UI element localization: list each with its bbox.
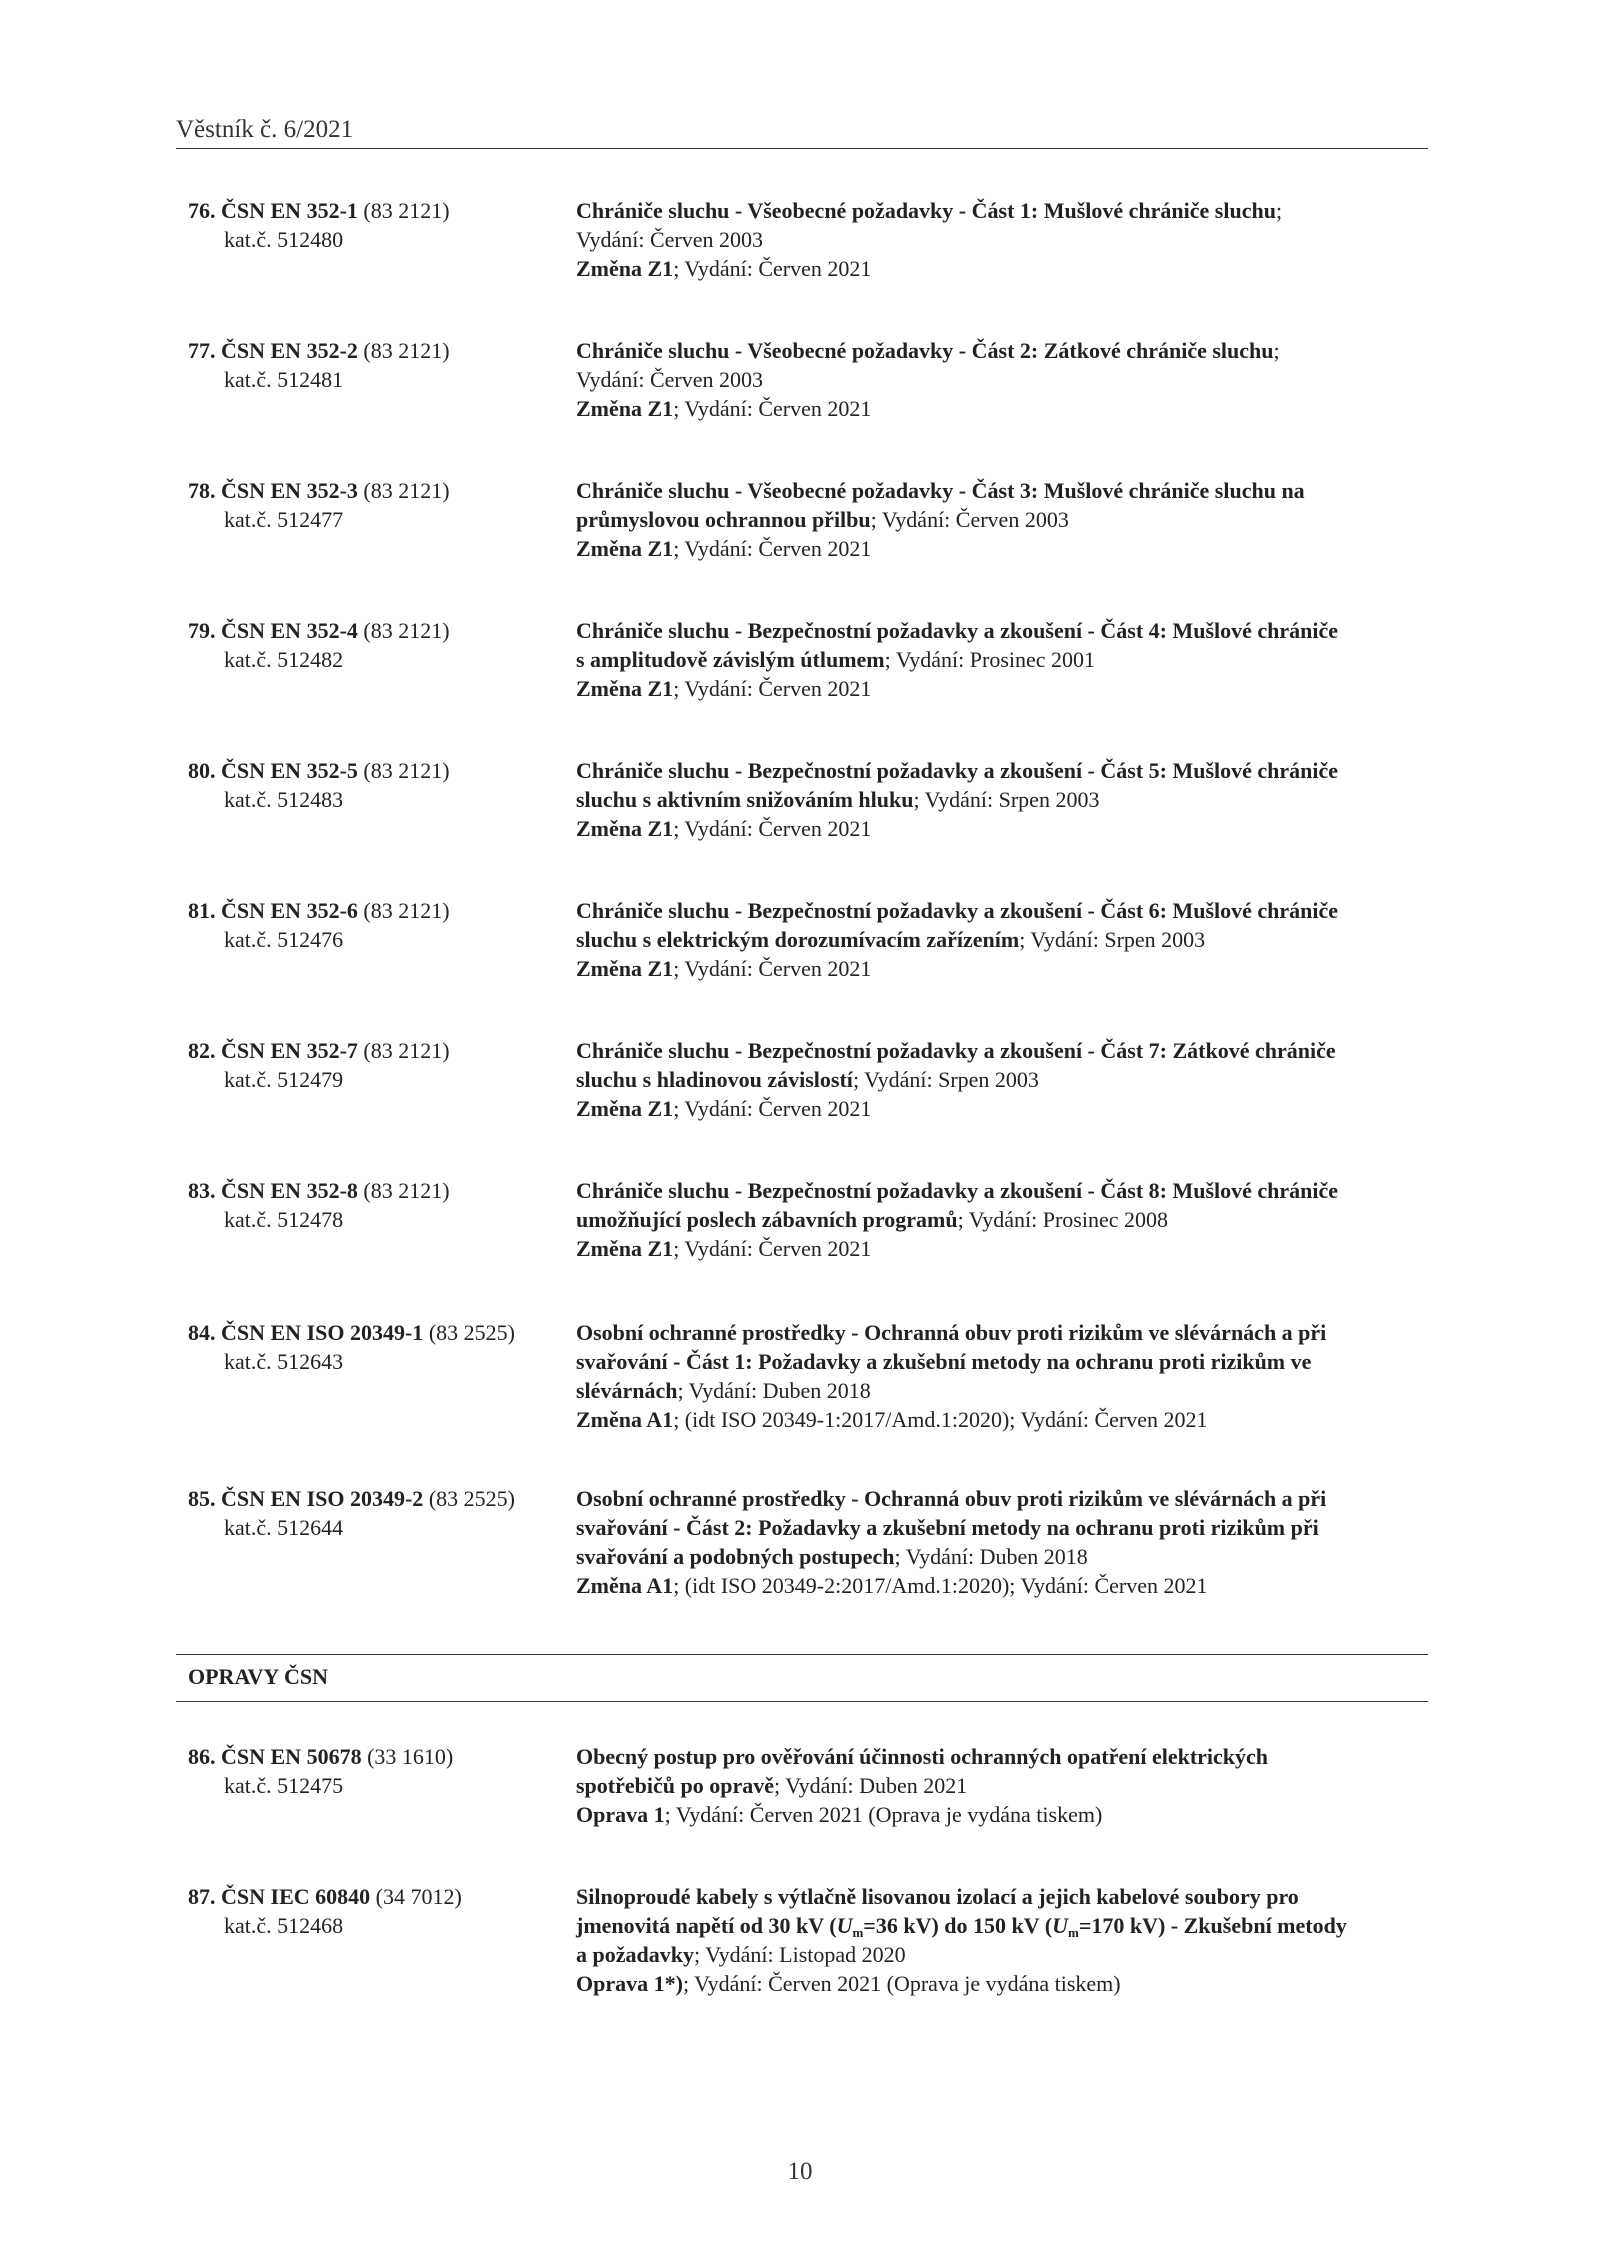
- standard-description: [576, 336, 1428, 423]
- description-line: Chrániče sluchu - Všeobecné požadavky - Část 2: Zátkové chrániče sluchu;: [576, 338, 1280, 363]
- amendment-line: Změna Z1; Vydání: Červen 2021: [576, 396, 872, 421]
- standard-id-block: [188, 1036, 578, 1094]
- description-line: Chrániče sluchu - Všeobecné požadavky - Část 3: Mušlové chrániče sluchu na: [576, 478, 1305, 503]
- amendment-line: Změna Z1; Vydání: Červen 2021: [576, 676, 872, 701]
- standard-id-block: [188, 1882, 578, 1940]
- standard-description: [576, 1318, 1428, 1434]
- classification-code: (33 1610): [367, 1744, 454, 1769]
- catalog-number: kat.č. 512478: [224, 1207, 344, 1232]
- entry-number: 83.: [188, 1178, 216, 1203]
- standard-description: [576, 476, 1428, 563]
- entry-number: 79.: [188, 618, 216, 643]
- correction-line: Oprava 1; Vydání: Červen 2021 (Oprava je vydána tiskem): [576, 1802, 1103, 1827]
- description-line: svařování - Část 1: Požadavky a zkušební metody na ochranu proti rizikům ve: [576, 1349, 1312, 1374]
- description-line: Osobní ochranné prostředky - Ochranná obuv proti rizikům ve slévárnách a při: [576, 1486, 1327, 1511]
- standard-id-block: [188, 1318, 578, 1376]
- description-line: slévárnách; Vydání: Duben 2018: [576, 1378, 871, 1403]
- standard-id-block: [188, 1484, 578, 1542]
- amendment-line: Změna Z1; Vydání: Červen 2021: [576, 256, 872, 281]
- standard-id-block: [188, 1742, 578, 1800]
- description-line: Chrániče sluchu - Bezpečnostní požadavky a zkoušení - Část 4: Mušlové chrániče: [576, 618, 1339, 643]
- standard-code: ČSN EN 352-6: [221, 898, 358, 923]
- standard-description: [576, 616, 1428, 703]
- classification-code: (83 2525): [428, 1320, 515, 1345]
- description-line: Chrániče sluchu - Bezpečnostní požadavky a zkoušení - Část 5: Mušlové chrániče: [576, 758, 1339, 783]
- standard-description: [576, 196, 1428, 283]
- amendment-line: Změna Z1; Vydání: Červen 2021: [576, 1096, 872, 1121]
- correction-line: Oprava 1*); Vydání: Červen 2021 (Oprava je vydána tiskem): [576, 1971, 1121, 1996]
- amendment-line: Změna A1; (idt ISO 20349-2:2017/Amd.1:2020); Vydání: Červen 2021: [576, 1573, 1208, 1598]
- catalog-number: kat.č. 512468: [224, 1913, 344, 1938]
- standard-description: [576, 896, 1428, 983]
- catalog-number: kat.č. 512481: [224, 367, 344, 392]
- classification-code: (83 2121): [363, 1178, 450, 1203]
- catalog-number: kat.č. 512482: [224, 647, 344, 672]
- journal-title: Věstník č. 6/2021: [176, 116, 354, 143]
- catalog-number: kat.č. 512643: [224, 1349, 344, 1374]
- classification-code: (83 2121): [363, 198, 450, 223]
- standard-description: [576, 1742, 1428, 1829]
- description-line: umožňující poslech zábavních programů; Vydání: Prosinec 2008: [576, 1207, 1168, 1232]
- standard-id-block: [188, 756, 578, 814]
- description-line: Chrániče sluchu - Bezpečnostní požadavky a zkoušení - Část 7: Zátkové chrániče: [576, 1038, 1336, 1063]
- standard-code: ČSN EN 352-1: [221, 198, 358, 223]
- standard-code: ČSN EN ISO 20349-2: [221, 1486, 424, 1511]
- entry-number: 84.: [188, 1320, 216, 1345]
- entry-number: 81.: [188, 898, 216, 923]
- entry-number: 86.: [188, 1744, 216, 1769]
- amendment-line: Změna A1; (idt ISO 20349-1:2017/Amd.1:2020); Vydání: Červen 2021: [576, 1407, 1208, 1432]
- standard-code: ČSN EN 352-7: [221, 1038, 358, 1063]
- amendment-line: Změna Z1; Vydání: Červen 2021: [576, 536, 872, 561]
- standard-id-block: [188, 476, 578, 534]
- classification-code: (83 2121): [363, 338, 450, 363]
- standard-code: ČSN EN 352-3: [221, 478, 358, 503]
- classification-code: (83 2121): [363, 618, 450, 643]
- description-line: sluchu s hladinovou závislostí; Vydání: Srpen 2003: [576, 1067, 1039, 1092]
- section-title: OPRAVY ČSN: [188, 1664, 328, 1689]
- description-line: Chrániče sluchu - Všeobecné požadavky - Část 1: Mušlové chrániče sluchu;: [576, 198, 1283, 223]
- classification-code: (83 2525): [428, 1486, 515, 1511]
- catalog-number: kat.č. 512480: [224, 227, 344, 252]
- catalog-number: kat.č. 512477: [224, 507, 344, 532]
- catalog-number: kat.č. 512479: [224, 1067, 344, 1092]
- standard-code: ČSN IEC 60840: [221, 1884, 371, 1909]
- description-line: Vydání: Červen 2003: [576, 227, 763, 252]
- standard-code: ČSN EN 352-8: [221, 1178, 358, 1203]
- amendment-line: Změna Z1; Vydání: Červen 2021: [576, 956, 872, 981]
- standard-code: ČSN EN 352-4: [221, 618, 358, 643]
- amendment-line: Změna Z1; Vydání: Červen 2021: [576, 816, 872, 841]
- standard-code: ČSN EN 352-2: [221, 338, 358, 363]
- description-line: Obecný postup pro ověřování účinnosti ochranných opatření elektrických: [576, 1744, 1269, 1769]
- standard-id-block: [188, 616, 578, 674]
- description-line: sluchu s aktivním snižováním hluku; Vydání: Srpen 2003: [576, 787, 1100, 812]
- standard-id-block: [188, 1176, 578, 1234]
- entry-number: 87.: [188, 1884, 216, 1909]
- description-line: Chrániče sluchu - Bezpečnostní požadavky a zkoušení - Část 8: Mušlové chrániče: [576, 1178, 1339, 1203]
- description-line: a požadavky; Vydání: Listopad 2020: [576, 1942, 906, 1967]
- description-line: sluchu s elektrickým dorozumívacím zařízením; Vydání: Srpen 2003: [576, 927, 1206, 952]
- description-line: jmenovitá napětí od 30 kV ($U_m=36$ kV) do 150 kV ($U_m=170$ kV) - Zkušební metody: [576, 1913, 1347, 1940]
- description-line: Silnoproudé kabely s výtlačně lisovanou izolací a jejich kabelové soubory pro: [576, 1884, 1299, 1909]
- catalog-number: kat.č. 512476: [224, 927, 344, 952]
- standard-code: ČSN EN 50678: [221, 1744, 362, 1769]
- description-line: svařování a podobných postupech; Vydání: Duben 2018: [576, 1544, 1088, 1569]
- classification-code: (34 7012): [375, 1884, 462, 1909]
- entry-number: 76.: [188, 198, 216, 223]
- standard-code: ČSN EN 352-5: [221, 758, 358, 783]
- description-line: spotřebičů po opravě; Vydání: Duben 2021: [576, 1773, 968, 1798]
- classification-code: (83 2121): [363, 478, 450, 503]
- description-line: Vydání: Červen 2003: [576, 367, 763, 392]
- standard-id-block: [188, 196, 578, 254]
- description-line: s amplitudově závislým útlumem; Vydání: Prosinec 2001: [576, 647, 1096, 672]
- standard-description: [576, 1176, 1428, 1263]
- standard-description: [576, 1484, 1428, 1600]
- page-header: [176, 112, 1428, 149]
- entry-number: 82.: [188, 1038, 216, 1063]
- catalog-number: kat.č. 512644: [224, 1515, 344, 1540]
- classification-code: (83 2121): [363, 1038, 450, 1063]
- standard-description: [576, 1882, 1428, 1998]
- standard-id-block: [188, 896, 578, 954]
- entry-number: 85.: [188, 1486, 216, 1511]
- description-line: Osobní ochranné prostředky - Ochranná obuv proti rizikům ve slévárnách a při: [576, 1320, 1327, 1345]
- description-line: svařování - Část 2: Požadavky a zkušební metody na ochranu proti rizikům při: [576, 1515, 1319, 1540]
- page-number: 10: [787, 2158, 813, 2185]
- amendment-line: Změna Z1; Vydání: Červen 2021: [576, 1236, 872, 1261]
- standard-id-block: [188, 336, 578, 394]
- entry-number: 80.: [188, 758, 216, 783]
- classification-code: (83 2121): [363, 898, 450, 923]
- description-line: Chrániče sluchu - Bezpečnostní požadavky a zkoušení - Část 6: Mušlové chrániče: [576, 898, 1339, 923]
- section-header: [176, 1654, 1428, 1702]
- description-line: průmyslovou ochrannou přilbu; Vydání: Červen 2003: [576, 507, 1069, 532]
- catalog-number: kat.č. 512475: [224, 1773, 344, 1798]
- entry-number: 78.: [188, 478, 216, 503]
- catalog-number: kat.č. 512483: [224, 787, 344, 812]
- entry-number: 77.: [188, 338, 216, 363]
- standard-code: ČSN EN ISO 20349-1: [221, 1320, 424, 1345]
- standard-description: [576, 1036, 1428, 1123]
- standard-description: [576, 756, 1428, 843]
- classification-code: (83 2121): [363, 758, 450, 783]
